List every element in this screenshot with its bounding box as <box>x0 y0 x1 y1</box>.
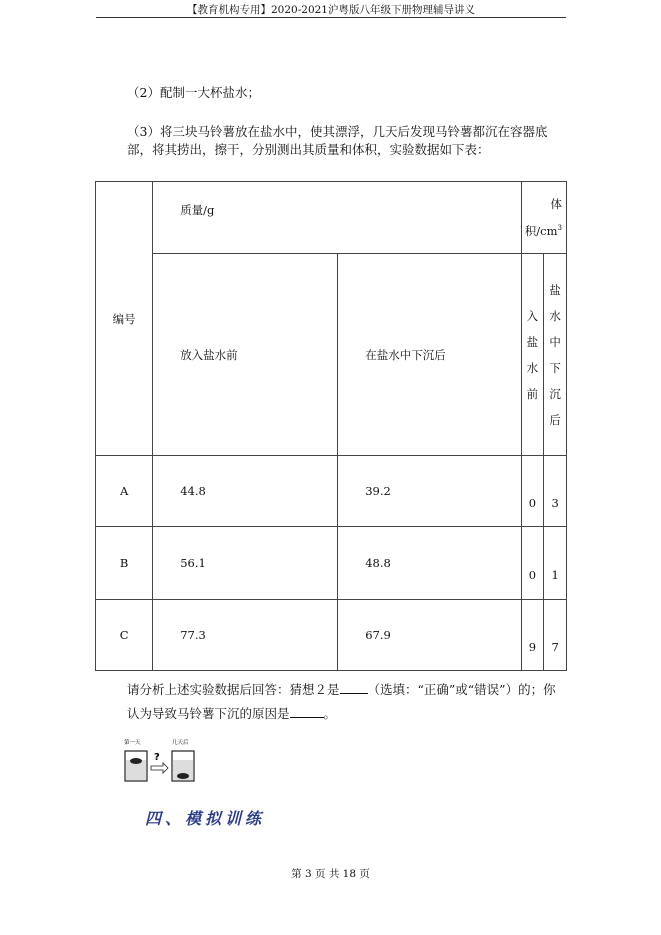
cell-mass-after: 39.2 <box>338 456 521 527</box>
cell-volume-after: 3 <box>544 456 567 527</box>
cell-id: B <box>96 527 153 600</box>
figure-label-left: 第一天 <box>124 740 141 746</box>
cell-mass-before: 56.1 <box>153 527 338 600</box>
page-footer: 第 3 页 共 18 页 <box>291 868 370 880</box>
potato-floating-icon <box>130 758 142 764</box>
sub-mass-before: 放入盐水前 <box>153 254 338 456</box>
potato-beaker-figure <box>120 738 200 784</box>
sub-volume-before-label: 入盐水前 <box>526 308 539 401</box>
question-part-c: 。 <box>323 706 337 721</box>
header-mass: 质量/g <box>153 182 521 254</box>
cell-id: C <box>96 600 153 671</box>
figure-question-mark: ? <box>154 752 160 763</box>
cell-id: A <box>96 456 153 527</box>
table-row <box>96 456 567 527</box>
sub-volume-before <box>521 254 544 456</box>
question-text <box>127 678 567 726</box>
cell-mass-after: 67.9 <box>338 600 521 671</box>
header-volume-sup: 3 <box>557 224 562 233</box>
potato-sunk-icon <box>177 773 189 779</box>
header-divider <box>96 17 566 18</box>
cell-volume-before: 0 <box>521 456 544 527</box>
answer-blank-2[interactable] <box>290 705 324 718</box>
header-volume-a: 体 <box>550 197 562 212</box>
header-volume <box>521 182 566 254</box>
arrow-right-icon <box>151 763 168 773</box>
section-title: 四、模拟训练 <box>145 809 266 828</box>
answer-blank-1[interactable] <box>340 681 368 694</box>
header-id: 编号 <box>96 182 153 456</box>
table-row <box>96 600 567 671</box>
sub-volume-after <box>544 254 567 456</box>
figure-label-right: 几天后 <box>172 740 189 746</box>
cell-mass-before: 44.8 <box>153 456 338 527</box>
step-3-text: （3）将三块马铃薯放在盐水中，使其漂浮，几天后发现马铃薯都沉在容器底部，将其捞出，擦干，分别测出其质量和体积，实验数据如下表： <box>127 124 548 157</box>
sub-mass-after: 在盐水中下沉后 <box>338 254 521 456</box>
question-part-a: 请分析上述实验数据后回答：猜想２是 <box>127 682 340 697</box>
beaker-illustration <box>120 738 200 784</box>
page-header: 【教育机构专用】2020-2021沪粤版八年级下册物理辅导讲义 <box>187 4 475 16</box>
data-table <box>95 181 567 671</box>
table-row <box>96 527 567 600</box>
cell-mass-after: 48.8 <box>338 527 521 600</box>
sub-volume-after-label: 盐水中下沉后 <box>549 282 561 427</box>
question-part-b: （选填：“正确”或“错误”）的；你认为导致马铃薯下沉的原因是 <box>127 682 556 721</box>
cell-mass-before: 77.3 <box>153 600 338 671</box>
step-2-text: （2）配制一大杯盐水； <box>127 85 260 100</box>
cell-volume-before: 9 <box>521 600 544 671</box>
header-volume-b: 积/cm <box>524 223 558 238</box>
cell-volume-after: 1 <box>544 527 567 600</box>
cell-volume-after: 7 <box>544 600 567 671</box>
cell-volume-before: 0 <box>521 527 544 600</box>
